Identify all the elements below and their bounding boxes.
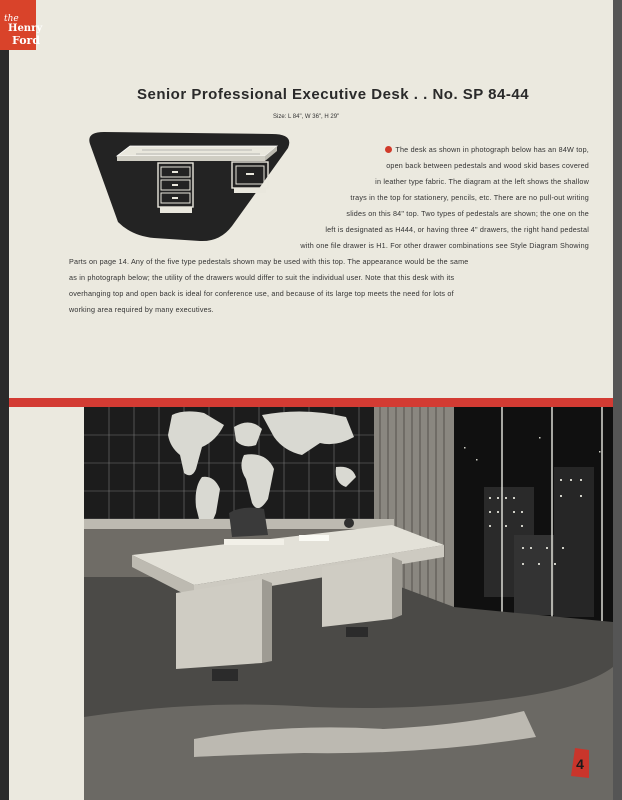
page-title: Senior Professional Executive Desk . . No. SP 84-44 <box>137 86 530 103</box>
office-photograph <box>84 407 613 800</box>
description-line: The desk as shown in photograph below has an 84W top, <box>69 142 589 158</box>
logo-text-ford: Ford <box>12 34 41 47</box>
description-line: open back between pedestals and wood skid bases covered <box>386 161 589 170</box>
red-divider-bar <box>9 398 613 407</box>
page-gutter <box>0 0 9 800</box>
desk-description <box>69 142 589 318</box>
logo-text-the: the <box>4 14 19 24</box>
description-line: in leather type fabric. The diagram at the left shows the shallow <box>375 177 589 186</box>
description-line: slides on this 84" top. Two types of pedestals are shown; the one on the <box>346 209 589 218</box>
description-line: with one file drawer is H1. For other drawer combinations see Style Diagram Showing <box>300 241 589 250</box>
description-line: left is designated as H444, or having three 4" drawers, the right hand pedestal <box>325 225 589 234</box>
page-number: 4 <box>576 756 584 772</box>
description-line: working area required by many executives. <box>69 305 214 314</box>
desk-size: Size: L 84", W 36", H 29" <box>273 114 340 120</box>
catalog-page <box>9 0 613 800</box>
henry-ford-logo <box>0 0 43 50</box>
description-line: Parts on page 14. Any of the five type pedestals shown may be used with this top. The appearance would be the same <box>69 257 469 266</box>
description-line: trays in the top for stationery, pencils, etc. There are no pull-out writing <box>350 193 589 202</box>
page-edge <box>613 0 622 800</box>
description-line: as in photograph below; the utility of the drawers would differ to suit the individual user. Note that this desk with its <box>69 273 455 282</box>
page-number-tab <box>571 748 589 778</box>
red-bullet-icon <box>385 146 392 153</box>
logo-text-henry: Henry <box>8 23 43 34</box>
description-line: overhanging top and open back is ideal for conference use, and because of its large top meets the need for lots of <box>69 289 454 298</box>
